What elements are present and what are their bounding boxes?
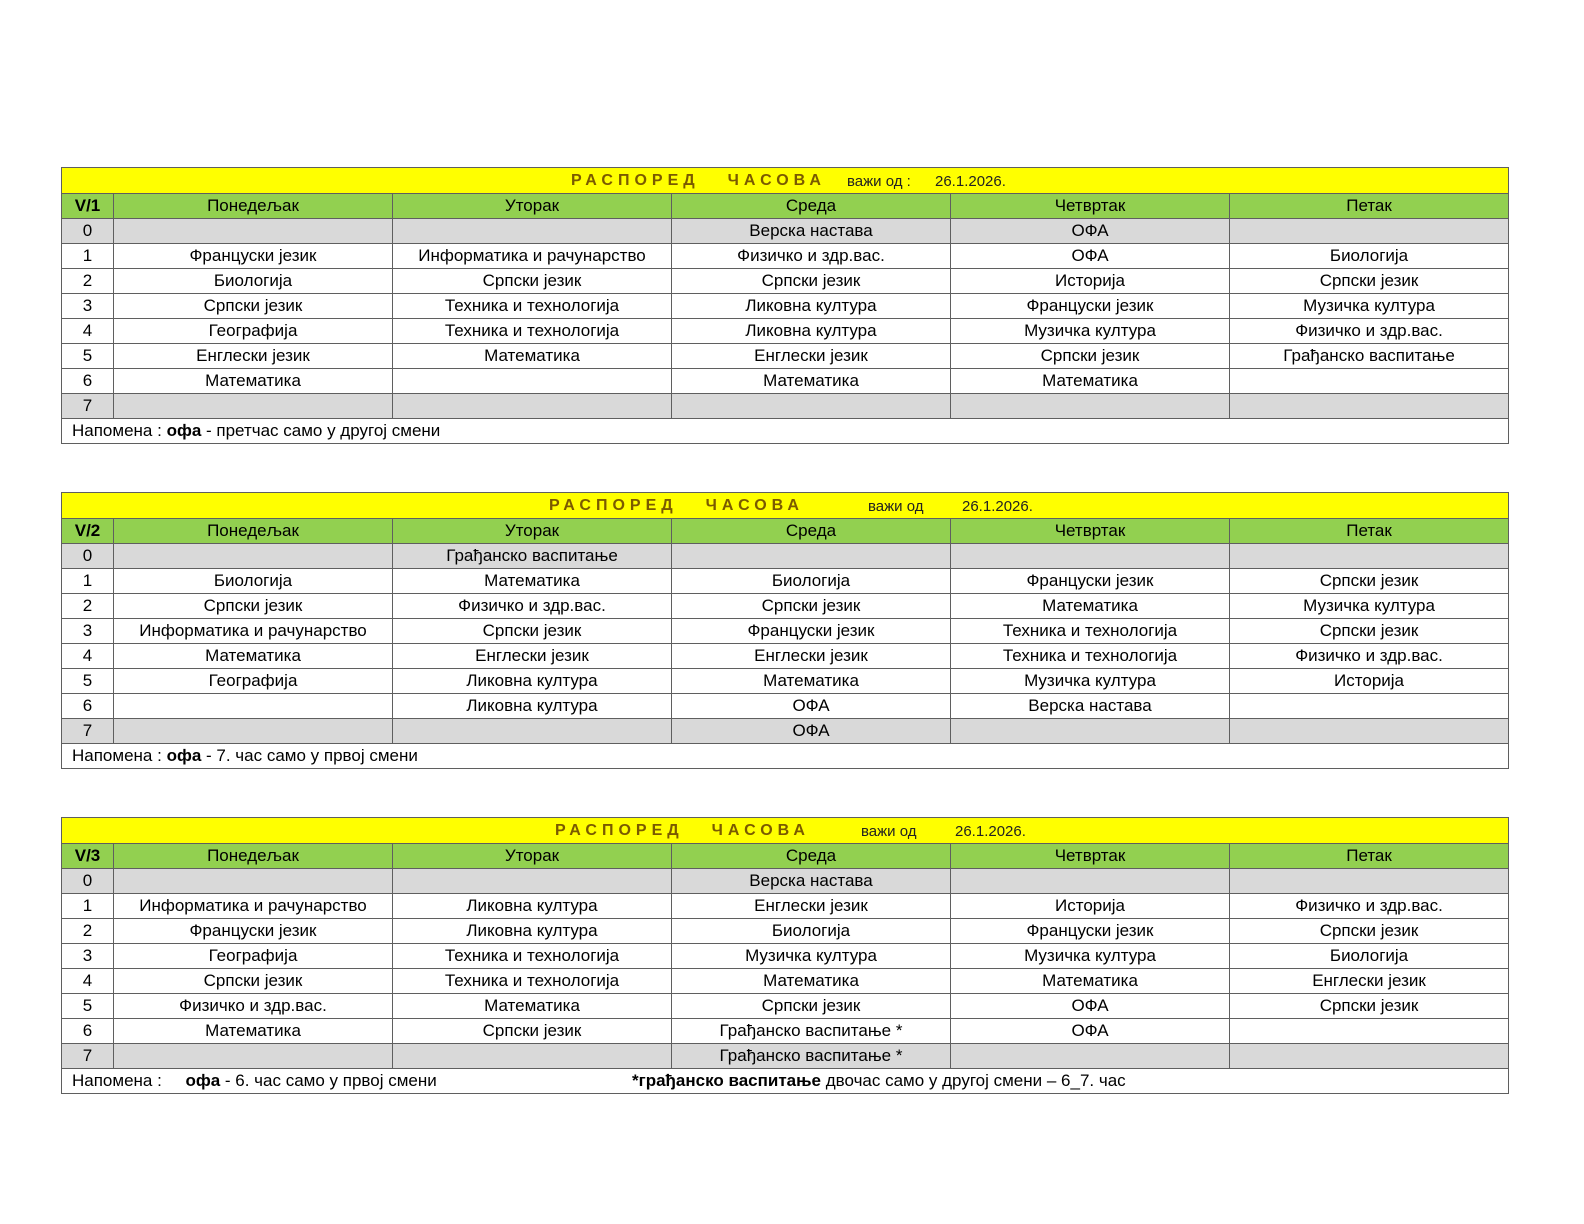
valid-from-label: важи од : xyxy=(847,173,911,190)
note-cell xyxy=(62,1069,1509,1094)
day-header: Четвртак xyxy=(951,194,1230,219)
period-number: 1 xyxy=(62,894,114,919)
lesson-cell: Српски језик xyxy=(393,619,672,644)
lesson-cell: Грађанско васпитање * xyxy=(672,1019,951,1044)
lesson-cell xyxy=(114,869,393,894)
note-row xyxy=(62,744,1509,769)
lesson-cell: Француски језик xyxy=(114,244,393,269)
note-label: Напомена : xyxy=(72,746,162,765)
note-cell xyxy=(62,744,1509,769)
lesson-cell xyxy=(393,869,672,894)
title-cell xyxy=(62,168,1509,194)
title-word-schedule: РАСПОРЕД xyxy=(571,172,700,189)
lesson-row xyxy=(62,1019,1509,1044)
lesson-row xyxy=(62,694,1509,719)
period-number: 6 xyxy=(62,694,114,719)
second-note xyxy=(632,1069,1126,1093)
lesson-cell: Енглески језик xyxy=(114,344,393,369)
lesson-cell: Музичка култура xyxy=(1230,594,1509,619)
lesson-row xyxy=(62,969,1509,994)
lesson-cell: Информатика и рачунарство xyxy=(114,894,393,919)
lesson-cell xyxy=(951,1044,1230,1069)
lesson-cell: ОФА xyxy=(951,219,1230,244)
lesson-cell xyxy=(393,394,672,419)
period-number: 3 xyxy=(62,619,114,644)
lesson-cell: Географија xyxy=(114,669,393,694)
lesson-cell: Физичко и здр.вас. xyxy=(393,594,672,619)
period-number: 2 xyxy=(62,594,114,619)
period-number: 6 xyxy=(62,1019,114,1044)
title-word-lessons: ЧАСОВА xyxy=(711,822,810,839)
day-header: Уторак xyxy=(393,194,672,219)
lesson-cell: Српски језик xyxy=(1230,569,1509,594)
lesson-row xyxy=(62,1044,1509,1069)
lesson-cell: Информатика и рачунарство xyxy=(114,619,393,644)
lesson-cell: Српски језик xyxy=(393,1019,672,1044)
lesson-cell: Француски језик xyxy=(672,619,951,644)
lesson-cell: Математика xyxy=(951,594,1230,619)
lesson-cell xyxy=(1230,1044,1509,1069)
valid-from-date: 26.1.2026. xyxy=(935,173,1006,190)
title-word-lessons: ЧАСОВА xyxy=(727,172,826,189)
note-text: - претчас само у другој смени xyxy=(201,421,441,440)
lesson-row xyxy=(62,544,1509,569)
lesson-row xyxy=(62,719,1509,744)
lesson-cell xyxy=(393,369,672,394)
schedule-title xyxy=(555,818,810,843)
schedule-v1 xyxy=(61,167,1508,444)
lesson-cell xyxy=(114,1044,393,1069)
lesson-cell: Биологија xyxy=(672,569,951,594)
note-keyword: офа xyxy=(166,746,202,765)
lesson-cell xyxy=(951,719,1230,744)
period-number: 2 xyxy=(62,919,114,944)
lesson-cell: Ликовна култура xyxy=(672,319,951,344)
lesson-cell: Историја xyxy=(951,269,1230,294)
lesson-row xyxy=(62,994,1509,1019)
lesson-cell: Биологија xyxy=(1230,244,1509,269)
lesson-row xyxy=(62,294,1509,319)
lesson-cell: Географија xyxy=(114,944,393,969)
lesson-cell: Грађанско васпитање xyxy=(393,544,672,569)
lesson-cell: Техника и технологија xyxy=(393,319,672,344)
lesson-cell: Верска настава xyxy=(672,869,951,894)
lesson-cell: Енглески језик xyxy=(672,344,951,369)
lesson-cell xyxy=(672,394,951,419)
lesson-cell: ОФА xyxy=(951,1019,1230,1044)
lesson-cell: Математика xyxy=(951,369,1230,394)
lesson-cell: Математика xyxy=(393,344,672,369)
lesson-cell xyxy=(1230,219,1509,244)
lesson-cell: ОФА xyxy=(672,719,951,744)
valid-from-label: важи од xyxy=(868,498,924,515)
note-label: Напомена : xyxy=(72,1071,162,1090)
lesson-cell: Техника и технологија xyxy=(393,294,672,319)
lesson-cell xyxy=(1230,869,1509,894)
note2-text: двочас само у другој смени – 6_7. час xyxy=(821,1071,1126,1090)
note-text: - 7. час само у првој смени xyxy=(201,746,418,765)
valid-from-date: 26.1.2026. xyxy=(962,498,1033,515)
lesson-row xyxy=(62,369,1509,394)
lesson-row xyxy=(62,894,1509,919)
lesson-cell: Физичко и здр.вас. xyxy=(114,994,393,1019)
title-row xyxy=(62,493,1509,519)
period-number: 7 xyxy=(62,719,114,744)
timetable xyxy=(61,817,1509,1094)
period-number: 4 xyxy=(62,969,114,994)
note-row xyxy=(62,419,1509,444)
class-label: V/3 xyxy=(62,844,114,869)
lesson-cell: Енглески језик xyxy=(1230,969,1509,994)
lesson-cell: Математика xyxy=(393,569,672,594)
day-header: Уторак xyxy=(393,844,672,869)
period-number: 4 xyxy=(62,319,114,344)
lesson-cell: Биологија xyxy=(1230,944,1509,969)
lesson-cell: Верска настава xyxy=(672,219,951,244)
period-number: 4 xyxy=(62,644,114,669)
lesson-cell: Физичко и здр.вас. xyxy=(672,244,951,269)
lesson-cell: ОФА xyxy=(672,694,951,719)
lesson-cell xyxy=(951,394,1230,419)
lesson-cell: Ликовна култура xyxy=(393,919,672,944)
lesson-cell: Верска настава xyxy=(951,694,1230,719)
period-number: 5 xyxy=(62,669,114,694)
lesson-cell xyxy=(393,219,672,244)
header-row xyxy=(62,844,1509,869)
lesson-cell: Математика xyxy=(672,669,951,694)
lesson-cell xyxy=(393,1044,672,1069)
lesson-row xyxy=(62,569,1509,594)
lesson-cell xyxy=(114,394,393,419)
timetable xyxy=(61,167,1509,444)
lesson-cell: Математика xyxy=(951,969,1230,994)
lesson-cell xyxy=(1230,719,1509,744)
title-word-lessons: ЧАСОВА xyxy=(705,497,804,514)
class-label: V/1 xyxy=(62,194,114,219)
class-label: V/2 xyxy=(62,519,114,544)
lesson-cell xyxy=(393,719,672,744)
lesson-cell: Француски језик xyxy=(951,294,1230,319)
lesson-cell xyxy=(1230,544,1509,569)
lesson-cell: Музичка култура xyxy=(672,944,951,969)
lesson-cell: Информатика и рачунарство xyxy=(393,244,672,269)
period-number: 7 xyxy=(62,1044,114,1069)
title-row xyxy=(62,818,1509,844)
lesson-row xyxy=(62,944,1509,969)
day-header: Понедељак xyxy=(114,519,393,544)
lesson-cell xyxy=(114,219,393,244)
lesson-cell: Ликовна култура xyxy=(393,894,672,919)
period-number: 3 xyxy=(62,294,114,319)
day-header: Понедељак xyxy=(114,194,393,219)
lesson-cell: ОФА xyxy=(951,244,1230,269)
lesson-cell: Српски језик xyxy=(114,594,393,619)
lesson-cell: Француски језик xyxy=(114,919,393,944)
period-number: 1 xyxy=(62,569,114,594)
lesson-cell: Енглески језик xyxy=(393,644,672,669)
title-row xyxy=(62,168,1509,194)
period-number: 0 xyxy=(62,219,114,244)
note-cell xyxy=(62,419,1509,444)
lesson-cell: Енглески језик xyxy=(672,894,951,919)
lesson-cell: Српски језик xyxy=(1230,619,1509,644)
lesson-cell: Српски језик xyxy=(1230,269,1509,294)
lesson-row xyxy=(62,669,1509,694)
day-header: Четвртак xyxy=(951,519,1230,544)
lesson-cell: Музичка култура xyxy=(1230,294,1509,319)
lesson-row xyxy=(62,394,1509,419)
lesson-cell: Ликовна култура xyxy=(393,694,672,719)
period-number: 7 xyxy=(62,394,114,419)
period-number: 5 xyxy=(62,344,114,369)
lesson-row xyxy=(62,319,1509,344)
day-header: Среда xyxy=(672,194,951,219)
title-cell xyxy=(62,818,1509,844)
note-label: Напомена : xyxy=(72,421,162,440)
day-header: Среда xyxy=(672,519,951,544)
lesson-cell: Српски језик xyxy=(1230,994,1509,1019)
timetable xyxy=(61,492,1509,769)
lesson-cell: Математика xyxy=(114,369,393,394)
lesson-row xyxy=(62,919,1509,944)
lesson-cell: Грађанско васпитање * xyxy=(672,1044,951,1069)
period-number: 2 xyxy=(62,269,114,294)
day-header: Петак xyxy=(1230,519,1509,544)
lesson-cell: Српски језик xyxy=(114,969,393,994)
period-number: 3 xyxy=(62,944,114,969)
lesson-cell: Физичко и здр.вас. xyxy=(1230,319,1509,344)
lesson-cell: Техника и технологија xyxy=(393,969,672,994)
lesson-cell: ОФА xyxy=(951,994,1230,1019)
lesson-cell: Математика xyxy=(114,644,393,669)
day-header: Петак xyxy=(1230,194,1509,219)
period-number: 0 xyxy=(62,869,114,894)
lesson-cell: Српски језик xyxy=(114,294,393,319)
lesson-cell xyxy=(1230,1019,1509,1044)
lesson-cell: Математика xyxy=(393,994,672,1019)
day-header: Уторак xyxy=(393,519,672,544)
header-row xyxy=(62,194,1509,219)
lesson-cell xyxy=(114,694,393,719)
valid-from-label: важи од xyxy=(861,823,917,840)
day-header: Понедељак xyxy=(114,844,393,869)
lesson-cell: Географија xyxy=(114,319,393,344)
schedule-v2 xyxy=(61,492,1508,769)
note2-keyword: грађанско васпитање xyxy=(638,1071,821,1090)
lesson-row xyxy=(62,244,1509,269)
lesson-cell: Историја xyxy=(951,894,1230,919)
lesson-row xyxy=(62,869,1509,894)
lesson-cell: Математика xyxy=(672,969,951,994)
lesson-cell: Физичко и здр.вас. xyxy=(1230,644,1509,669)
schedule-title xyxy=(571,168,826,193)
lesson-cell xyxy=(1230,394,1509,419)
lesson-cell: Биологија xyxy=(114,269,393,294)
lesson-cell: Музичка култура xyxy=(951,319,1230,344)
lesson-row xyxy=(62,644,1509,669)
lesson-cell: Српски језик xyxy=(672,594,951,619)
lesson-cell xyxy=(1230,694,1509,719)
period-number: 0 xyxy=(62,544,114,569)
lesson-cell xyxy=(672,544,951,569)
note-keyword: офа xyxy=(166,421,202,440)
lesson-cell: Ликовна култура xyxy=(393,669,672,694)
title-word-schedule: РАСПОРЕД xyxy=(555,822,684,839)
title-cell xyxy=(62,493,1509,519)
note-row xyxy=(62,1069,1509,1094)
lesson-cell: Српски језик xyxy=(1230,919,1509,944)
lesson-row xyxy=(62,619,1509,644)
schedule-title xyxy=(549,493,804,518)
lesson-cell: Музичка култура xyxy=(951,669,1230,694)
header-row xyxy=(62,519,1509,544)
lesson-cell: Француски језик xyxy=(951,569,1230,594)
note-keyword: офа xyxy=(185,1071,221,1090)
valid-from-date: 26.1.2026. xyxy=(955,823,1026,840)
lesson-cell: Математика xyxy=(114,1019,393,1044)
lesson-cell xyxy=(114,544,393,569)
lesson-cell xyxy=(951,544,1230,569)
lesson-cell: Физичко и здр.вас. xyxy=(1230,894,1509,919)
day-header: Среда xyxy=(672,844,951,869)
lesson-cell: Биологија xyxy=(672,919,951,944)
lesson-cell: Ликовна култура xyxy=(672,294,951,319)
lesson-cell xyxy=(114,719,393,744)
lesson-cell: Техника и технологија xyxy=(951,619,1230,644)
lesson-cell: Српски језик xyxy=(672,269,951,294)
lesson-row xyxy=(62,594,1509,619)
lesson-row xyxy=(62,344,1509,369)
lesson-cell: Српски језик xyxy=(393,269,672,294)
day-header: Петак xyxy=(1230,844,1509,869)
lesson-row xyxy=(62,219,1509,244)
lesson-cell: Грађанско васпитање xyxy=(1230,344,1509,369)
lesson-cell: Српски језик xyxy=(951,344,1230,369)
lesson-cell: Историја xyxy=(1230,669,1509,694)
day-header: Четвртак xyxy=(951,844,1230,869)
period-number: 6 xyxy=(62,369,114,394)
lesson-cell: Енглески језик xyxy=(672,644,951,669)
schedule-v3 xyxy=(61,817,1508,1094)
lesson-cell: Техника и технологија xyxy=(393,944,672,969)
lesson-row xyxy=(62,269,1509,294)
title-word-schedule: РАСПОРЕД xyxy=(549,497,678,514)
note-text: - 6. час само у првој смени xyxy=(220,1071,437,1090)
lesson-cell xyxy=(1230,369,1509,394)
lesson-cell: Техника и технологија xyxy=(951,644,1230,669)
period-number: 1 xyxy=(62,244,114,269)
note2-asterisk: * xyxy=(632,1071,639,1090)
lesson-cell: Српски језик xyxy=(672,994,951,1019)
lesson-cell: Биологија xyxy=(114,569,393,594)
lesson-cell: Музичка култура xyxy=(951,944,1230,969)
lesson-cell: Француски језик xyxy=(951,919,1230,944)
lesson-cell xyxy=(951,869,1230,894)
lesson-cell: Математика xyxy=(672,369,951,394)
period-number: 5 xyxy=(62,994,114,1019)
